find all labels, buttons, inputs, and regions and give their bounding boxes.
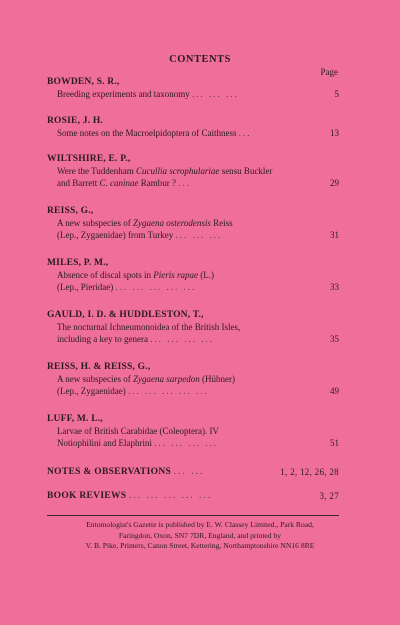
leader-dots: ...	[178, 178, 191, 188]
entry-author: WILTSHIRE, E. P.,	[47, 154, 131, 164]
leader-dots: ... ...	[173, 467, 205, 477]
species-name: Pieris rapae	[153, 270, 198, 280]
leader-dots: ...	[238, 128, 252, 138]
entry-title-line: (Lep., Zygaenidae) from Turkey ... ... ... 31	[57, 230, 339, 240]
species-name: Cucullia scrophulariae	[136, 166, 220, 176]
species-name: C. caninae	[99, 178, 139, 188]
entry-author: BOWDEN, S. R.,	[47, 77, 120, 87]
leader-dots: ... ... ... ... ...	[129, 491, 213, 501]
toc-entry	[47, 309, 339, 345]
entry-title-line: Some notes on the Macroelpidoptera of Caithness ... 13	[57, 128, 339, 138]
entry-title-line: Larvae of British Carabidae (Coleoptera). IV	[57, 426, 219, 436]
entry-title-line: Were the Tuddenham Cucullia scrophulariae sensu Buckler	[57, 166, 273, 176]
leader-dots: ... ... ...	[175, 230, 223, 240]
page-number: 35	[330, 334, 339, 344]
entry-title-line: (Lep., Zygaenidae) ... ... ... ... ... 49	[57, 386, 339, 396]
entry-author: ROSIE, J. H.	[47, 116, 103, 126]
page-title: CONTENTS	[169, 54, 231, 65]
leader-dots: ... ... ... ... ...	[115, 282, 197, 292]
page-number: 29	[330, 178, 339, 188]
page-number: 13	[330, 128, 339, 138]
page-number: 5	[334, 89, 339, 99]
species-name: Zygaena sarpedon	[133, 374, 200, 384]
entry-author: REISS, H. & REISS, G.,	[47, 362, 151, 372]
entry-title-line: Notiophilini and Elaphrini ... ... ... ... 51	[57, 438, 339, 448]
toc-entry	[47, 153, 339, 189]
entry-author: MILES, P. M.,	[47, 258, 109, 268]
entry-title-line: and Barrett C. caninae Rambur ? ... 29	[57, 178, 339, 188]
toc-entry	[47, 205, 339, 241]
entry-author: LUFF, M. L.,	[47, 414, 103, 424]
toc-entry	[47, 76, 339, 100]
toc-entry	[47, 361, 339, 397]
page-numbers: 3, 27	[319, 491, 339, 501]
entry-title-line: including a key to genera ... ... ... ... 35	[57, 334, 339, 344]
page-numbers: 1, 2, 12, 26, 28	[280, 467, 339, 477]
book-reviews-section: BOOK REVIEWS ... ... ... ... ... 3, 27	[47, 491, 339, 501]
page-column-label: Page	[320, 67, 338, 77]
entry-author: GAULD, I. D. & HUDDLESTON, T.,	[47, 310, 204, 320]
leader-dots: ... ... ...	[191, 89, 239, 99]
page-number: 49	[330, 386, 339, 396]
toc-entry	[47, 115, 339, 139]
leader-dots: ... ... ... ...	[150, 334, 214, 344]
entry-title-line: A new subspecies of Zygaena sarpedon (Hübner)	[57, 374, 235, 384]
entry-title-line: Absence of discal spots in Pieris rapae (L.)	[57, 270, 214, 280]
entry-title-line: Breeding experiments and taxonomy ... ... ... 5	[57, 89, 339, 99]
entry-title-line: (Lep., Pieridae) ... ... ... ... ... 33	[57, 282, 339, 292]
divider	[47, 515, 339, 516]
toc-entry	[47, 413, 339, 449]
entry-title-line: A new subspecies of Zygaena osterodensis Reiss	[57, 218, 233, 228]
entry-title-line: The nocturnal Ichneumonoidea of the British Isles,	[57, 322, 241, 332]
toc-entry	[47, 257, 339, 293]
page-number: 33	[330, 282, 339, 292]
leader-dots: ... ... ... ... ...	[127, 386, 209, 396]
publisher-footer: Entomologist's Gazette is published by E. W. Classey Limited., Park Road, Faringdon, Oxon, SN7 7DR, England, and printed by V. B. Pike, Printers, Canon Street, Kettering, Northamptonshire NN16 8RE	[85, 520, 315, 550]
notes-section: NOTES & OBSERVATIONS ... ... 1, 2, 12, 26, 28	[47, 467, 339, 477]
leader-dots: ... ... ... ...	[154, 438, 218, 448]
page-number: 31	[330, 230, 339, 240]
page-number: 51	[330, 438, 339, 448]
species-name: Zygaena osterodensis	[133, 218, 211, 228]
entry-author: REISS, G.,	[47, 206, 94, 216]
